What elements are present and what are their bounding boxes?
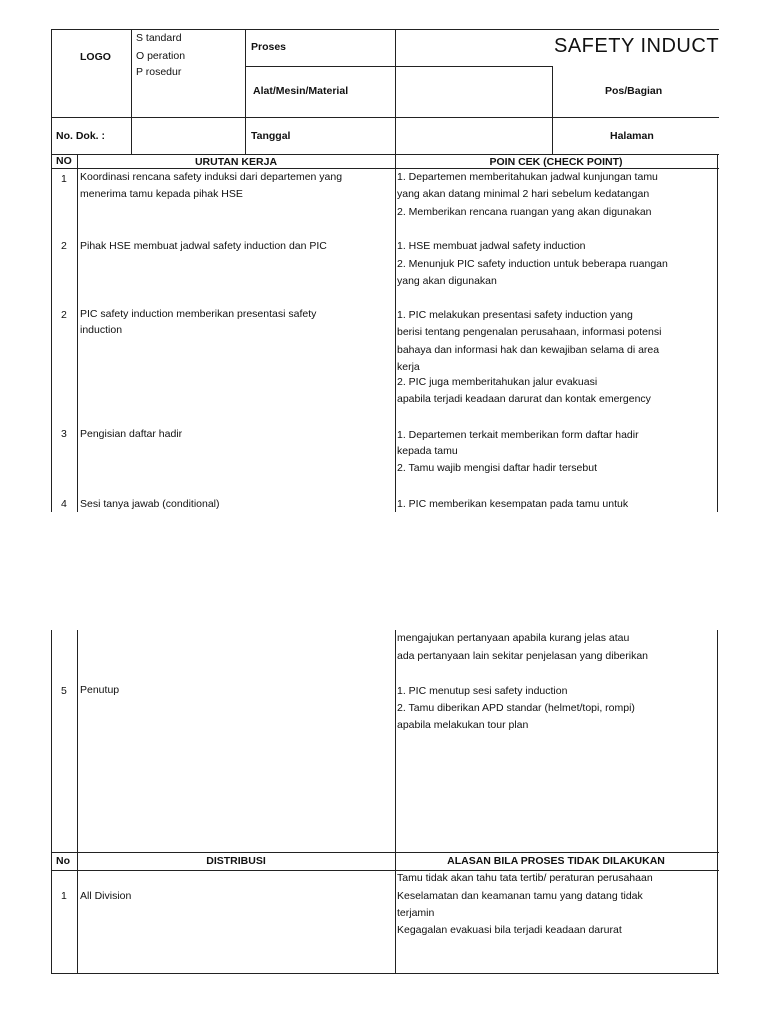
poin-text: 2. Tamu diberikan APD standar (helmet/topi, rompi): [397, 702, 635, 714]
sop-line-3: P rosedur: [136, 66, 182, 78]
urutan-text: menerima tamu kepada pihak HSE: [80, 188, 243, 200]
row-number: 4: [61, 498, 67, 510]
pos-label: Pos/Bagian: [605, 85, 663, 97]
alasan-text: Keselamatan dan keamanan tamu yang datang tidak: [397, 890, 643, 902]
poin-text: apabila melakukan tour plan: [397, 719, 529, 731]
sop-line-1: S tandard: [136, 32, 182, 44]
poin-text: 1. Departemen memberitahukan jadwal kunjungan tamu: [397, 171, 658, 183]
poin-text: bahaya dan informasi hak dan kewajiban selama di area: [397, 344, 660, 356]
row-number: 2: [61, 240, 67, 252]
poin-text: apabila terjadi keadaan darurat dan kontak emergency: [397, 393, 651, 405]
urutan-text: Sesi tanya jawab (conditional): [80, 498, 220, 510]
row-number: 2: [61, 309, 67, 321]
col-header-urutan: URUTAN KERJA: [194, 156, 278, 168]
poin-text: mengajukan pertanyaan apabila kurang jelas atau: [397, 632, 630, 644]
poin-text: kerja: [397, 361, 420, 373]
poin-text: 2. Menunjuk PIC safety induction untuk beberapa ruangan: [397, 258, 668, 270]
poin-text: 1. PIC menutup sesi safety induction: [397, 685, 568, 697]
poin-text: 1. PIC melakukan presentasi safety induction yang: [397, 309, 633, 321]
poin-text: 1. PIC memberikan kesempatan pada tamu untuk: [397, 498, 629, 510]
poin-text: yang akan datang minimal 2 hari sebelum kedatangan: [397, 188, 650, 200]
urutan-text: Koordinasi rencana safety induksi dari departemen yang: [80, 171, 343, 183]
row-number: 1: [61, 173, 67, 185]
poin-text: yang akan digunakan: [397, 275, 497, 287]
poin-text: 2. Memberikan rencana ruangan yang akan digunakan: [397, 206, 652, 218]
poin-text: 1. Departemen terkait memberikan form daftar hadir: [397, 429, 639, 441]
alasan-text: Tamu tidak akan tahu tata tertib/ peraturan perusahaan: [397, 872, 653, 884]
distribusi-text: All Division: [80, 890, 132, 902]
tanggal-label: Tanggal: [251, 130, 291, 142]
logo-placeholder: LOGO: [80, 51, 111, 63]
col-header-poin: POIN CEK (CHECK POINT): [489, 156, 623, 168]
col-header-no: NO: [56, 155, 72, 167]
sop-line-2: O peration: [136, 50, 186, 62]
poin-text: ada pertanyaan lain sekitar penjelasan yang diberikan: [397, 650, 649, 662]
poin-text: 2. PIC juga memberitahukan jalur evakuasi: [397, 376, 598, 388]
alat-label: Alat/Mesin/Material: [253, 85, 349, 97]
urutan-text: Pengisian daftar hadir: [80, 428, 183, 440]
poin-text: 1. HSE membuat jadwal safety induction: [397, 240, 586, 252]
row-number: 1: [61, 890, 67, 902]
poin-text: kepada tamu: [397, 445, 458, 457]
urutan-text: Penutup: [80, 684, 120, 696]
dist-header-distribusi: DISTRIBUSI: [206, 855, 266, 867]
urutan-text: induction: [80, 324, 123, 336]
urutan-text: PIC safety induction memberikan presentasi safety: [80, 308, 317, 320]
dist-header-alasan: ALASAN BILA PROSES TIDAK DILAKUKAN: [447, 855, 665, 867]
alasan-text: Kegagalan evakuasi bila terjadi keadaan darurat: [397, 924, 622, 936]
row-number: 5: [61, 685, 67, 697]
nodok-label: No. Dok. :: [56, 130, 105, 142]
poin-text: berisi tentang pengenalan perusahaan, informasi potensi: [397, 326, 662, 338]
row-number: 3: [61, 428, 67, 440]
proses-label: Proses: [251, 41, 287, 53]
halaman-label: Halaman: [610, 130, 654, 142]
poin-text: 2. Tamu wajib mengisi daftar hadir tersebut: [397, 462, 597, 474]
dist-header-no: No: [56, 855, 70, 867]
urutan-text: Pihak HSE membuat jadwal safety induction dan PIC: [80, 240, 327, 252]
document-title: SAFETY INDUCT: [554, 35, 720, 57]
alasan-text: terjamin: [397, 907, 435, 919]
